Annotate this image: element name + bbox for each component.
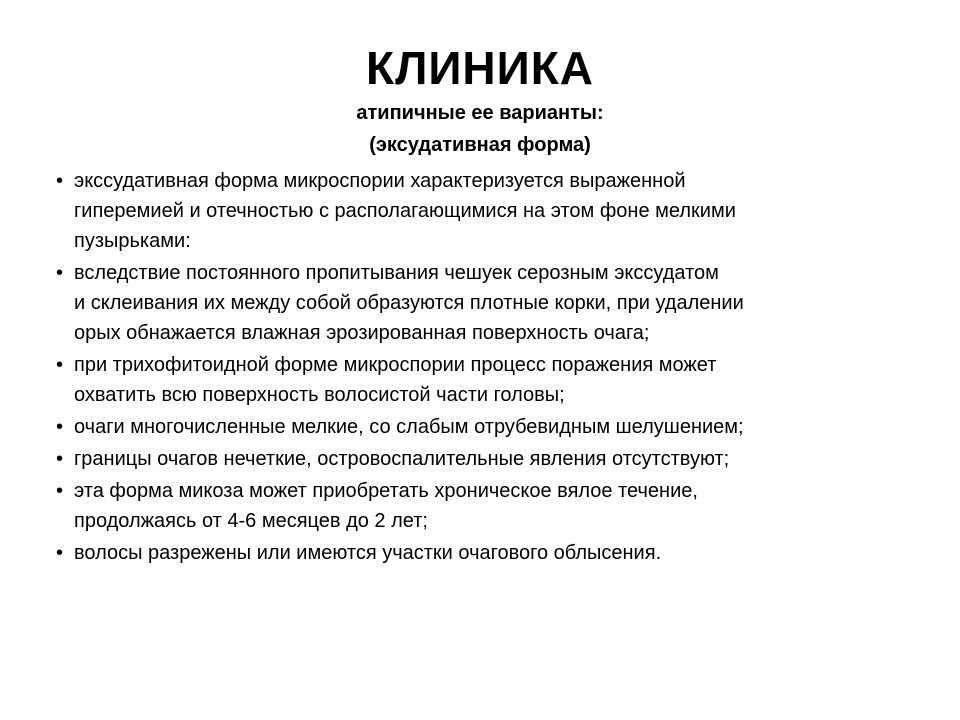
bullet-text-line: гиперемией и отечностью с располагающимися на этом фоне мелкими bbox=[74, 200, 736, 222]
bullet-dot-icon: • bbox=[56, 416, 64, 438]
bullet-text-line: экссудативная форма микроспории характеризуется выраженной bbox=[74, 170, 686, 192]
bullet-item bbox=[56, 476, 906, 536]
bullet-dot-icon: • bbox=[56, 354, 64, 376]
bullet-item bbox=[56, 258, 906, 348]
slide-subtitle-form: (эксудативная форма) bbox=[369, 134, 591, 156]
bullet-item bbox=[56, 166, 906, 256]
slide-title: КЛИНИКА bbox=[366, 42, 594, 94]
bullet-dot-icon: • bbox=[56, 480, 64, 502]
bullet-dot-icon: • bbox=[56, 262, 64, 284]
bullet-text-line: и склеивания их между собой образуются плотные корки, при удалении bbox=[74, 292, 744, 314]
bullet-text-line: при трихофитоидной форме микроспории процесс поражения может bbox=[74, 354, 717, 376]
bullet-list bbox=[56, 166, 906, 570]
slide-subtitle-variants: атипичные ее варианты: bbox=[356, 102, 604, 124]
bullet-text-line: продолжаясь от 4-6 месяцев до 2 лет; bbox=[74, 510, 428, 532]
bullet-item bbox=[56, 444, 906, 474]
bullet-text-line: очаги многочисленные мелкие, со слабым отрубевидным шелушением; bbox=[74, 416, 744, 438]
bullet-text-line: охватить всю поверхность волосистой части головы; bbox=[74, 384, 565, 406]
bullet-dot-icon: • bbox=[56, 170, 64, 192]
bullet-text-line: волосы разрежены или имеются участки очагового облысения. bbox=[74, 542, 662, 564]
bullet-item bbox=[56, 412, 906, 442]
bullet-dot-icon: • bbox=[56, 448, 64, 470]
bullet-dot-icon: • bbox=[56, 542, 64, 564]
bullet-text-line: орых обнажается влажная эрозированная поверхность очага; bbox=[74, 322, 650, 344]
bullet-item bbox=[56, 350, 906, 410]
bullet-text-line: границы очагов нечеткие, островоспалительные явления отсутствуют; bbox=[74, 448, 730, 470]
bullet-text-line: эта форма микоза может приобретать хроническое вялое течение, bbox=[74, 480, 698, 502]
bullet-text-line: пузырьками: bbox=[74, 230, 191, 252]
bullet-text-line: вследствие постоянного пропитывания чешуек серозным экссудатом bbox=[74, 262, 719, 284]
bullet-item bbox=[56, 538, 906, 568]
